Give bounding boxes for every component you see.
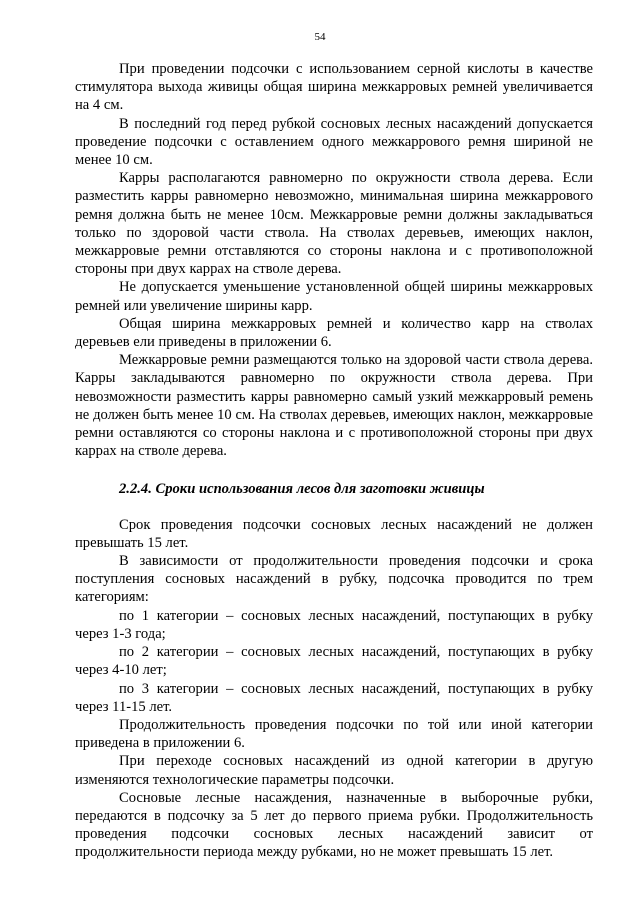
paragraph-selective-felling: Сосновые лесные насаждения, назначенные в выборочные рубки, передаются в подсочку за 5 лет до первого приема рубки. Продолжительность проведения подсочки сосновых лесных насаждений зависит от продолжительности периода между рубками, но не может превышать 15 лет. <box>75 789 593 861</box>
paragraph-max-term: Срок проведения подсочки сосновых лесных насаждений не должен превышать 15 лет. <box>75 516 593 551</box>
paragraph-no-reduction: Не допускается уменьшение установленной общей ширины межкарровых ремней или увеличение ширины карр. <box>75 279 593 314</box>
page-number: 54 <box>314 31 326 43</box>
paragraph-transition: При переходе сосновых насаждений из одной категории в другую изменяются технологические параметры подсочки. <box>75 753 593 788</box>
category-3-item: по 3 категории – сосновых лесных насаждений, поступающих в рубку через 11-15 лет. <box>75 680 593 715</box>
section-heading: 2.2.4. Сроки использования лесов для заготовки живицы <box>119 481 485 498</box>
category-1-item: по 1 категории – сосновых лесных насаждений, поступающих в рубку через 1-3 года; <box>75 607 593 642</box>
paragraph-categories-intro: В зависимости от продолжительности проведения подсочки и срока поступления сосновых насаждений в рубку, подсочка проводится по трем категориям: <box>75 553 593 606</box>
paragraph-sulfuric-acid: При проведении подсочки с использованием серной кислоты в качестве стимулятора выхода живицы общая ширина межкарровых ремней увеличивается на 4 см. <box>75 61 593 114</box>
category-2-item: по 2 категории – сосновых лесных насаждений, поступающих в рубку через 4-10 лет; <box>75 644 593 679</box>
paragraph-carr-placement: Карры располагаются равномерно по окружности ствола дерева. Если разместить карры равномерно невозможно, минимальная ширина межкаррового ремня должна быть не менее 10см. Межкарровые ремни должны закладываться только по здоровой части ствола. На стволах деревьев, имеющих наклон, межкарровые ремни отставляются со стороны наклона и с противоположной стороны при двух каррах на стволе дерева. <box>75 170 593 278</box>
paragraph-last-year: В последний год перед рубкой сосновых лесных насаждений допускается проведение подсочки с оставлением одного межкаррового ремня шириной не менее 10 см. <box>75 115 593 169</box>
paragraph-duration: Продолжительность проведения подсочки по той или иной категории приведена в приложении 6. <box>75 716 593 752</box>
paragraph-healthy-part: Межкарровые ремни размещаются только на здоровой части ствола дерева. Карры закладываются равномерно по окружности ствола дерева. При невозможности разместить карры равномерно самый узкий межкарровый ремень не должен быть менее 10 см. На стволах деревьев, имеющих наклон, межкарровые ремни оставляются со стороны наклона и с противоположной стороны при двух каррах на стволе дерева. <box>75 352 593 460</box>
document-body <box>75 60 593 862</box>
paragraph-spruce-width: Общая ширина межкарровых ремней и количество карр на стволах деревьев ели приведены в приложении 6. <box>75 315 593 351</box>
